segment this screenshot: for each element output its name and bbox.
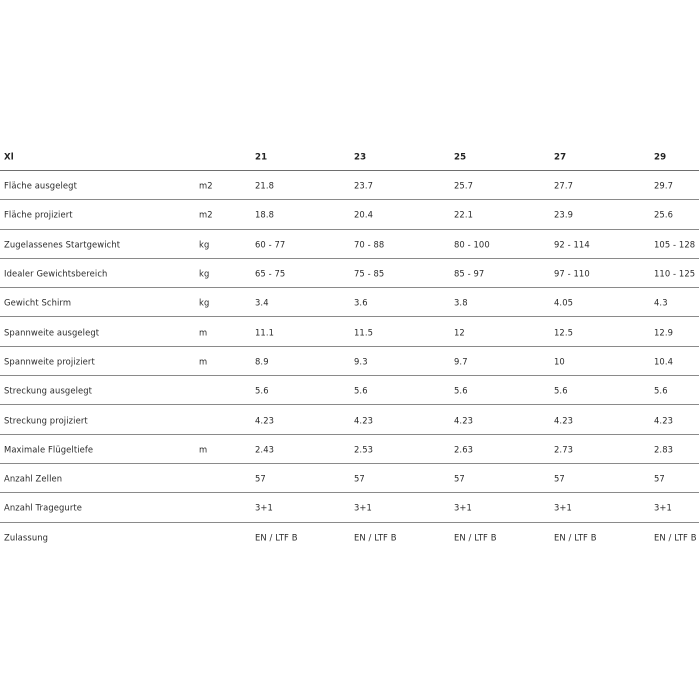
row-value: 5.6 [454,385,468,396]
row-unit: m [199,356,208,367]
row-value: 10 [554,356,565,367]
row-label: Spannweite ausgelegt [4,327,100,338]
table-row [0,523,699,552]
row-value: EN / LTF B [354,532,397,543]
row-label: Anzahl Zellen [4,473,63,484]
row-value: 3+1 [454,502,472,513]
row-value: 27.7 [554,180,574,191]
row-label: Anzahl Tragegurte [4,502,82,513]
row-value: 2.63 [454,444,474,455]
row-value: 4.23 [454,415,474,426]
row-value: 57 [354,473,365,484]
row-value: 60 - 77 [255,239,286,250]
row-label: Fläche projiziert [4,209,73,220]
row-value: 5.6 [554,385,568,396]
row-unit: m2 [199,209,213,220]
row-value: 9.3 [354,356,368,367]
row-value: 80 - 100 [454,239,490,250]
row-value: 3.4 [255,297,269,308]
row-value: 12 [454,327,465,338]
row-value: 8.9 [255,356,269,367]
table-row [0,405,699,434]
row-unit: kg [199,268,210,279]
row-value: 3+1 [255,502,273,513]
row-value: 4.23 [354,415,374,426]
row-value: EN / LTF B [454,532,497,543]
header-model-label: Xl [4,152,14,163]
row-value: 5.6 [255,385,269,396]
row-value: 3+1 [354,502,372,513]
row-unit: m2 [199,180,213,191]
table-row [0,200,699,229]
row-value: 4.23 [554,415,574,426]
row-value: 2.83 [654,444,674,455]
row-unit: m [199,444,208,455]
row-value: 4.05 [554,297,574,308]
row-value: EN / LTF B [255,532,298,543]
row-value: 57 [654,473,665,484]
row-value: 3.8 [454,297,468,308]
header-size-21: 21 [255,152,268,163]
row-value: 29.7 [654,180,674,191]
row-value: 22.1 [454,209,474,220]
row-value: 11.5 [354,327,374,338]
row-value: 12.9 [654,327,674,338]
row-value: 25.6 [654,209,674,220]
row-value: 3.6 [354,297,368,308]
row-value: 20.4 [354,209,374,220]
row-value: 5.6 [354,385,368,396]
row-value: 4.3 [654,297,668,308]
row-value: 2.73 [554,444,574,455]
row-label: Idealer Gewichtsbereich [4,268,108,279]
row-label: Zugelassenes Startgewicht [4,239,121,250]
row-value: 4.23 [654,415,674,426]
row-value: 3+1 [554,502,572,513]
row-value: 21.8 [255,180,275,191]
row-label: Spannweite projiziert [4,356,95,367]
header-size-27: 27 [554,152,567,163]
row-value: 2.53 [354,444,374,455]
row-value: EN / LTF B [654,532,697,543]
row-value: 11.1 [255,327,275,338]
row-value: 12.5 [554,327,574,338]
row-value: 4.23 [255,415,275,426]
row-value: 75 - 85 [354,268,385,279]
row-unit: m [199,327,208,338]
table-row [0,376,699,405]
row-value: 2.43 [255,444,275,455]
table-row [0,288,699,317]
table-row [0,259,699,288]
header-size-23: 23 [354,152,367,163]
row-label: Gewicht Schirm [4,297,72,308]
table-row [0,230,699,259]
row-value: 110 - 125 [654,268,696,279]
spec-table [0,144,699,552]
row-label: Zulassung [4,532,49,543]
row-value: 10.4 [654,356,674,367]
table-row [0,493,699,522]
row-value: 97 - 110 [554,268,590,279]
row-value: EN / LTF B [554,532,597,543]
table-row [0,317,699,346]
row-label: Streckung ausgelegt [4,385,93,396]
row-unit: kg [199,239,210,250]
row-value: 23.7 [354,180,374,191]
row-value: 92 - 114 [554,239,590,250]
table-header-row [0,144,699,171]
row-value: 23.9 [554,209,574,220]
header-size-25: 25 [454,152,467,163]
row-value: 57 [255,473,266,484]
table-row [0,171,699,200]
row-value: 25.7 [454,180,474,191]
row-value: 105 - 128 [654,239,696,250]
row-label: Maximale Flügeltiefe [4,444,94,455]
row-value: 57 [554,473,565,484]
row-value: 57 [454,473,465,484]
row-value: 3+1 [654,502,672,513]
row-value: 85 - 97 [454,268,485,279]
table-row [0,435,699,464]
row-value: 70 - 88 [354,239,385,250]
row-label: Streckung projiziert [4,415,88,426]
table-row [0,347,699,376]
row-value: 18.8 [255,209,275,220]
table-row [0,464,699,493]
row-value: 5.6 [654,385,668,396]
row-label: Fläche ausgelegt [4,180,77,191]
row-unit: kg [199,297,210,308]
header-size-29: 29 [654,152,667,163]
table-body [0,171,699,552]
row-value: 65 - 75 [255,268,286,279]
row-value: 9.7 [454,356,468,367]
